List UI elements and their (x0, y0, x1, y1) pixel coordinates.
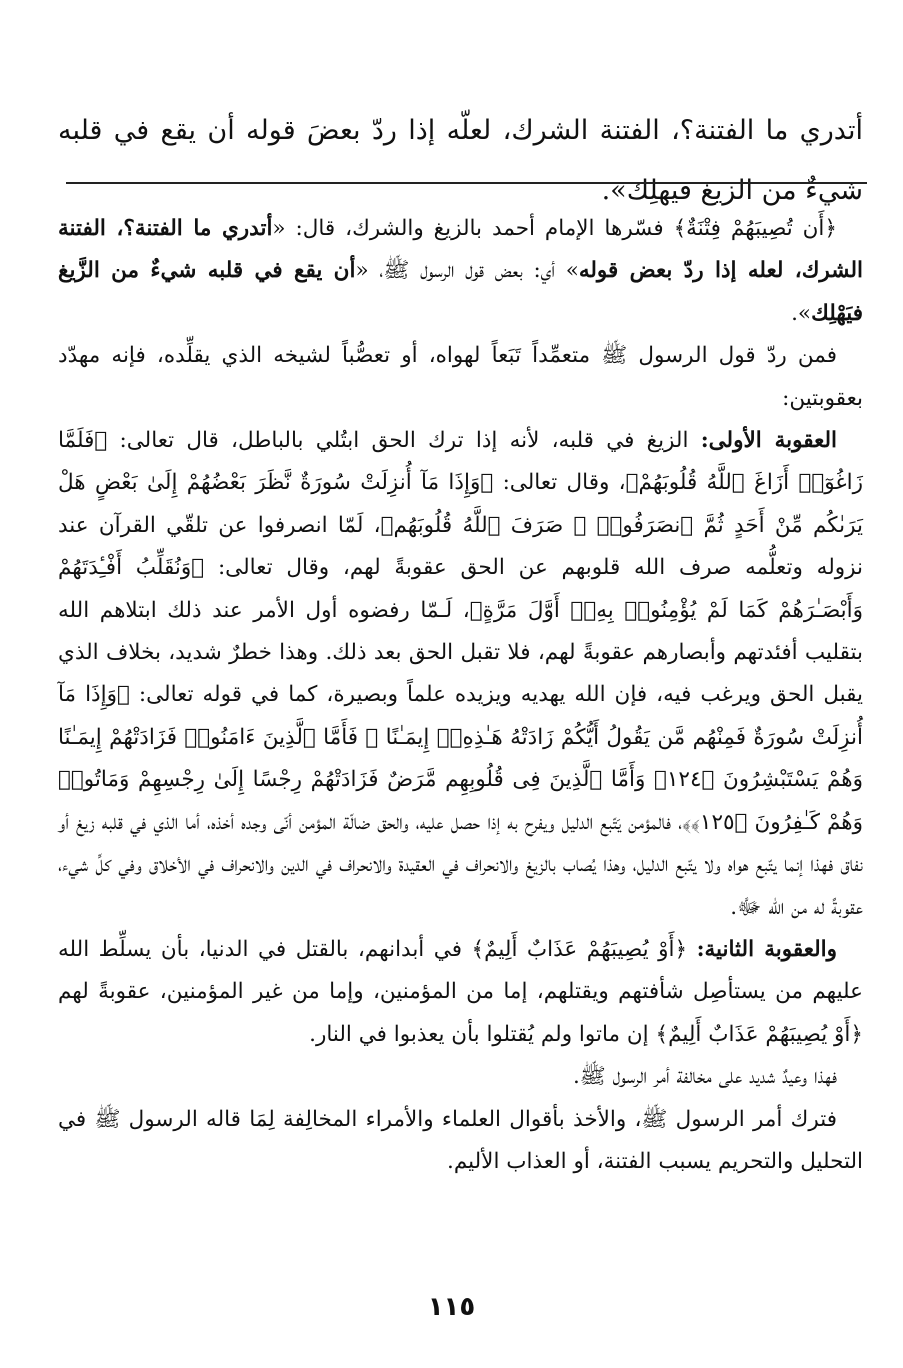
paragraph-second-punishment (58, 929, 863, 1056)
hadith-quote: أتدري ما الفتنة؟، الفتنة الشرك، لعلّه إذا ردّ بعضَ قوله أن يقع في قلبه شيءٌ من الزيغ فيهلِك». (58, 115, 863, 206)
separator-line (66, 182, 867, 184)
commentary-body (58, 208, 863, 1183)
paragraph-first-punishment (58, 420, 863, 929)
paragraph-threat: فمن ردّ قول الرسول ﷺ متعمِّداً تَبَعاً لهواه، أو تعصُّباً لشيخه الذي يقلِّده، فإنه مهدّد بعقوبتين: (58, 343, 863, 411)
bold-quote: أن يقع في قلبه شيءٌ من الزَّيغ فيَهْلِك (58, 258, 863, 326)
paragraph-warning: فهذا وعيدٌ شديد على مخالفة أمر الرسول ﷺ. (572, 1064, 837, 1090)
text-segment: » أي: بعض قول الرسول ﷺ، « (355, 258, 579, 284)
section-label: العقوبة الأولى: (700, 428, 837, 454)
section-label: والعقوبة الثانية: (696, 936, 837, 962)
text-segment: ﴿أَوْ يُصِيبَهُمْ عَذَابٌ أَلِيمٌ﴾ في أبدانهم، بالقتل في الدنيا، بأن يسلِّط الله عليهم من يستأصِل شأفتهم ويقتلهم، إما من المؤمنين، وإما من غير المؤمنين، عقوبةً لهم ﴿أَوْ يُصِيبَهُمْ عَذَابٌ أَلِيمٌ﴾ إن ماتوا ولم يُقتلوا بأن يعذبوا في النار. (58, 936, 863, 1047)
text-segment: ». (791, 300, 812, 326)
text-segment: ﴿أَن تُصِيبَهُمْ فِتْنَةٌ﴾ فسّرها الإمام أحمد بالزيغ والشرك، قال: « (272, 216, 837, 241)
bold-quote: أتدري ما الفتنة؟، الفتنة الشرك، لعله إذا ردّ بعض قوله (58, 216, 863, 284)
text-segment: الزيغ في قلبه، لأنه إذا ترك الحق ابتُلي بالباطل، قال تعالى: ﴿فَلَمَّا زَاغُوٓا۟ أَزَاغَ ٱللَّهُ قُلُوبَهُمْ﴾، وقال تعالى: ﴿وَإِذَا مَآ أُنزِلَتْ سُورَةٌ نَّظَرَ بَعْضُهُمْ إِلَىٰ بَعْضٍ هَلْ يَرَىٰكُم مِّنْ أَحَدٍ ثُمَّ ٱنصَرَفُوا۟ ۚ صَرَفَ ٱللَّهُ قُلُوبَهُم﴾، لَمّا انصرفوا عن تلقّي القرآن عند نزوله وتعلُّمه صرف الله قلوبهم عن الحق عقوبةً لهم، وقال تعالى: ﴿وَنُقَلِّبُ أَفْـِٔدَتَهُمْ وَأَبْصَـٰرَهُمْ كَمَا لَمْ يُؤْمِنُوا۟ بِهِۦٓ أَوَّلَ مَرَّةٍ﴾، لَـمّا رفضوه أول الأمر عند ذلك ابتلاهم الله بتقليب أفئدتهم وأبصارهم عقوبةً لهم، فلا تقبل الحق بعد ذلك. وهذا خطرٌ شديد، بخلاف الذي يقبل الحق ويرغب فيه، فإن الله يهديه ويزيده علماً وبصيرة، كما في قوله تعالى: ﴿وَإِذَا مَآ أُنزِلَتْ سُورَةٌ فَمِنْهُم مَّن يَقُولُ أَيُّكُمْ زَادَتْهُ هَـٰذِهِۦٓ إِيمَـٰنًا ۚ فَأَمَّا ٱلَّذِينَ ءَامَنُوا۟ فَزَادَتْهُمْ إِيمَـٰنًا وَهُمْ يَسْتَبْشِرُونَ ﴿١٢٤﴾ وَأَمَّا ٱلَّذِينَ فِى قُلُوبِهِم مَّرَضٌ فَزَادَتْهُمْ رِجْسًا إِلَىٰ رِجْسِهِمْ وَمَاتُوا۟ وَهُمْ كَـٰفِرُونَ ﴿١٢٥﴾﴾، فالمؤمن يَتّبع الدليل ويفرح به إذا حصل عليه، والحق ضالّة المؤمن أنّى وجده أخذه، أما الذي في قلبه زيغ أو نفاق فهذا إنما يتّبع هواه ولا يتّبع الدليل، وهذا يُصاب بالزيغ والانحراف في العقيدة والانحراف في الدين والانحراف في الأخلاق وفي كلِّ شيء، عقوبةً له من الله ﷻ. (58, 428, 864, 920)
paragraph-conclusion: فترك أمر الرسول ﷺ، والأخذ بأقوال العلماء والأمراء المخالِفة لِمَا قاله الرسول ﷺ في التحليل والتحريم يسبب الفتنة، أو العذاب الأليم. (58, 1106, 863, 1174)
page-number: ١١٥ (427, 1292, 476, 1322)
paragraph-tafsir (58, 208, 863, 335)
